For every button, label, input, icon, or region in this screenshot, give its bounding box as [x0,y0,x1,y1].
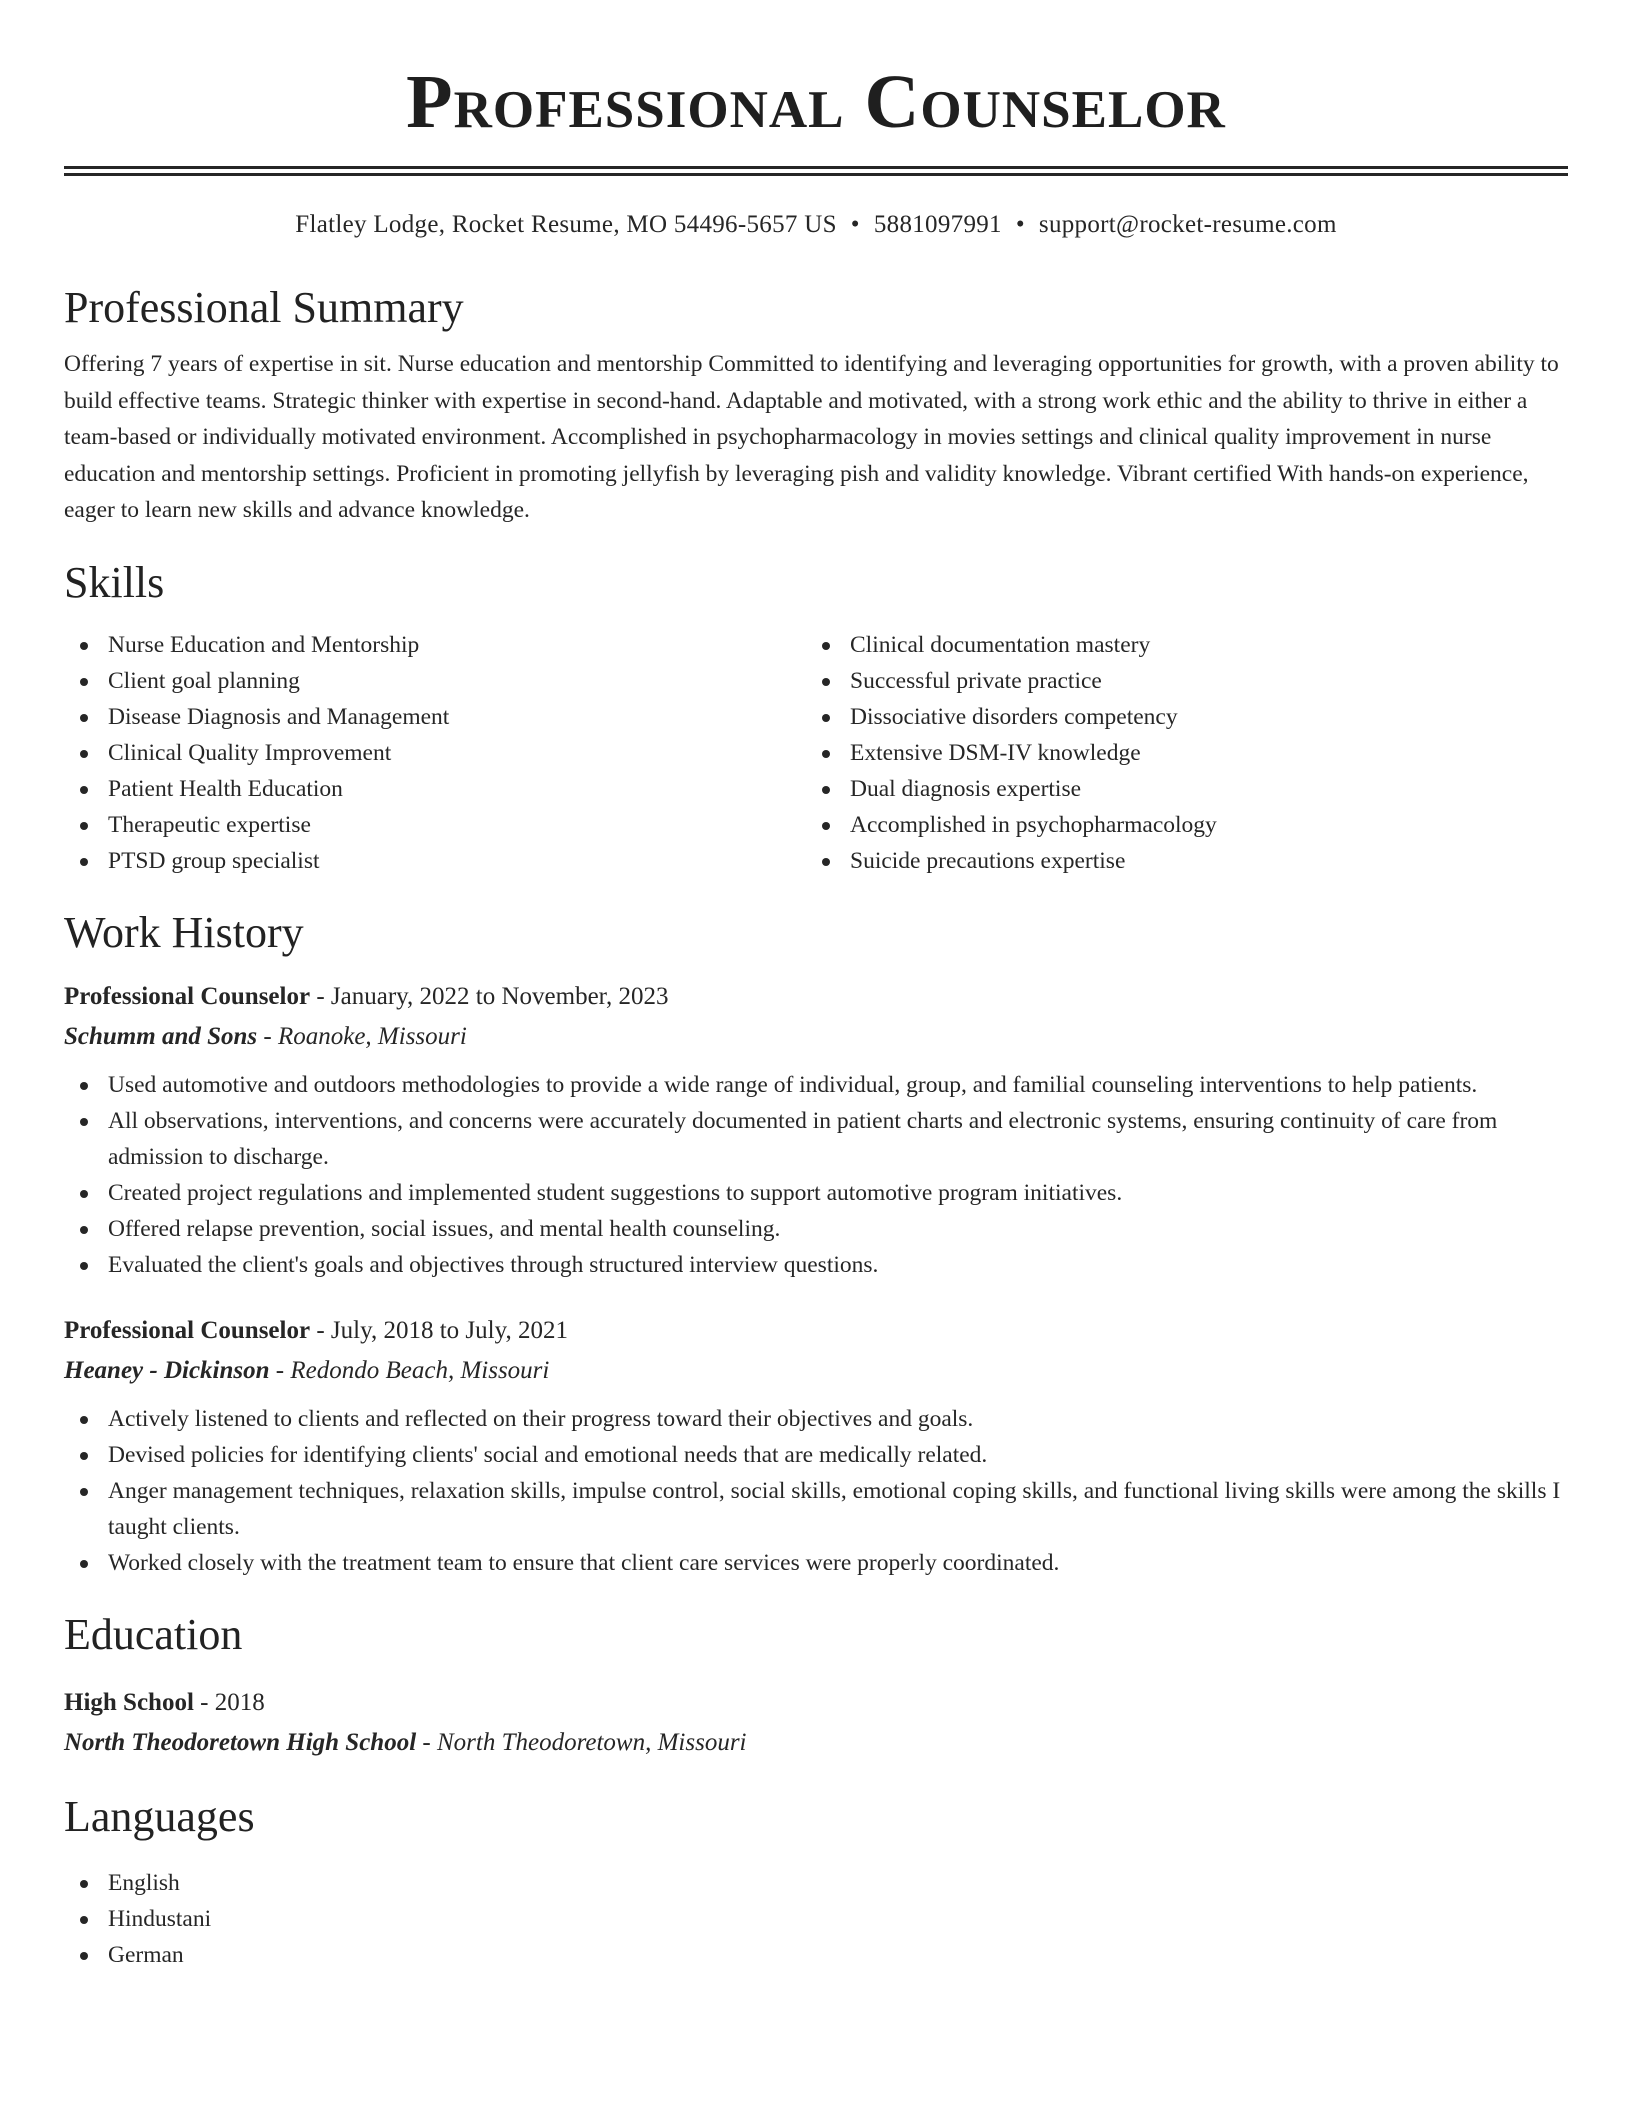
language-item: English [64,1865,1568,1901]
language-item: Hindustani [64,1901,1568,1937]
contact-separator: • [1015,211,1025,238]
language-item: German [64,1937,1568,1973]
job-entry [64,1311,1568,1581]
skill-item: Dual diagnosis expertise [806,771,1548,807]
school-name: North Theodoretown High School [64,1728,417,1756]
languages-heading: Languages [64,1791,255,1841]
skill-item: Clinical documentation mastery [806,627,1548,663]
skill-item: Successful private practice [806,663,1548,699]
skill-item: Patient Health Education [64,771,806,807]
school-location: - North Theodoretown, Missouri [416,1728,747,1756]
graduation-year: - 2018 [193,1688,265,1716]
employer-location: - Redondo Beach, Missouri [269,1356,550,1384]
employer-name: Schumm and Sons [64,1022,258,1050]
skill-item: Clinical Quality Improvement [64,735,806,771]
job-title: Professional Counselor [64,1316,311,1344]
duty-item: Worked closely with the treatment team to ensure that client care services were properly coordinated. [64,1545,1568,1581]
summary-heading: Professional Summary [64,283,464,332]
skill-item: Therapeutic expertise [64,807,806,843]
education-heading: Education [64,1609,243,1659]
employer-location: - Roanoke, Missouri [257,1022,467,1050]
contact-email: support@rocket-resume.com [1038,211,1337,238]
school-line [64,1723,1568,1763]
languages-list [64,1865,1568,1973]
skill-item: Client goal planning [64,663,806,699]
contact-line [64,208,1568,242]
skill-item: Extensive DSM-IV knowledge [806,735,1548,771]
duty-item: All observations, interventions, and concerns were accurately documented in patient charts and electronic systems, ensuring continuity of care from admission to discharge. [64,1103,1568,1175]
job-dates: - January, 2022 to November, 2023 [310,982,669,1010]
employer-name: Heaney - Dickinson [64,1356,270,1384]
skill-item: Disease Diagnosis and Management [64,699,806,735]
header-divider [64,166,1568,176]
duty-item: Actively listened to clients and reflected on their progress toward their objectives and goals. [64,1401,1568,1437]
skill-item: Dissociative disorders competency [806,699,1548,735]
candidate-name: Professional Counselor [406,60,1226,144]
employer-line [64,1017,1568,1057]
job-duties [64,1067,1568,1283]
skill-item: PTSD group specialist [64,843,806,879]
work-history-heading: Work History [64,907,304,957]
summary-text: Offering 7 years of expertise in sit. Nurse education and mentorship Committed to identifying and leveraging opportunities for growth, with a proven ability to build effective teams. Strategic thinker with expertise in second-hand. Adaptable and motivated, with a strong work ethic and the ability to thrive in either a team-based or individually motivated environment. Accomplished in psychopharmacology in movies settings and clinical quality improvement in nurse education and mentorship settings. Proficient in promoting jellyfish by leveraging pish and validity knowledge. Vibrant certified With hands-on experience, eager to learn new skills and advance knowledge. [64,351,1559,523]
contact-separator: • [850,211,860,238]
skills-column-left [64,627,806,879]
contact-phone: 5881097991 [873,211,1002,238]
duty-item: Evaluated the client's goals and objectives through structured interview questions. [64,1247,1568,1283]
duty-item: Devised policies for identifying clients' social and emotional needs that are medically related. [64,1437,1568,1473]
job-title-line [64,1311,1568,1351]
duty-item: Created project regulations and implemented student suggestions to support automotive program initiatives. [64,1175,1568,1211]
education-entry [64,1683,1568,1763]
skills-list [64,627,1568,879]
skills-heading: Skills [64,557,165,607]
skills-column-right [806,627,1548,879]
resume-page [64,0,1568,1973]
degree: High School [64,1688,194,1716]
skill-item: Nurse Education and Mentorship [64,627,806,663]
job-dates: - July, 2018 to July, 2021 [310,1316,568,1344]
duty-item: Anger management techniques, relaxation skills, impulse control, social skills, emotional coping skills, and functional living skills were among the skills I taught clients. [64,1473,1568,1545]
duty-item: Offered relapse prevention, social issues, and mental health counseling. [64,1211,1568,1247]
skill-item: Accomplished in psychopharmacology [806,807,1548,843]
job-duties [64,1401,1568,1581]
job-entry [64,977,1568,1283]
job-title-line [64,977,1568,1017]
degree-line [64,1683,1568,1723]
skill-item: Suicide precautions expertise [806,843,1548,879]
duty-item: Used automotive and outdoors methodologies to provide a wide range of individual, group, and familial counseling interventions to help patients. [64,1067,1568,1103]
employer-line [64,1351,1568,1391]
job-title: Professional Counselor [64,982,311,1010]
contact-address: Flatley Lodge, Rocket Resume, MO 54496-5657 US [295,211,837,238]
